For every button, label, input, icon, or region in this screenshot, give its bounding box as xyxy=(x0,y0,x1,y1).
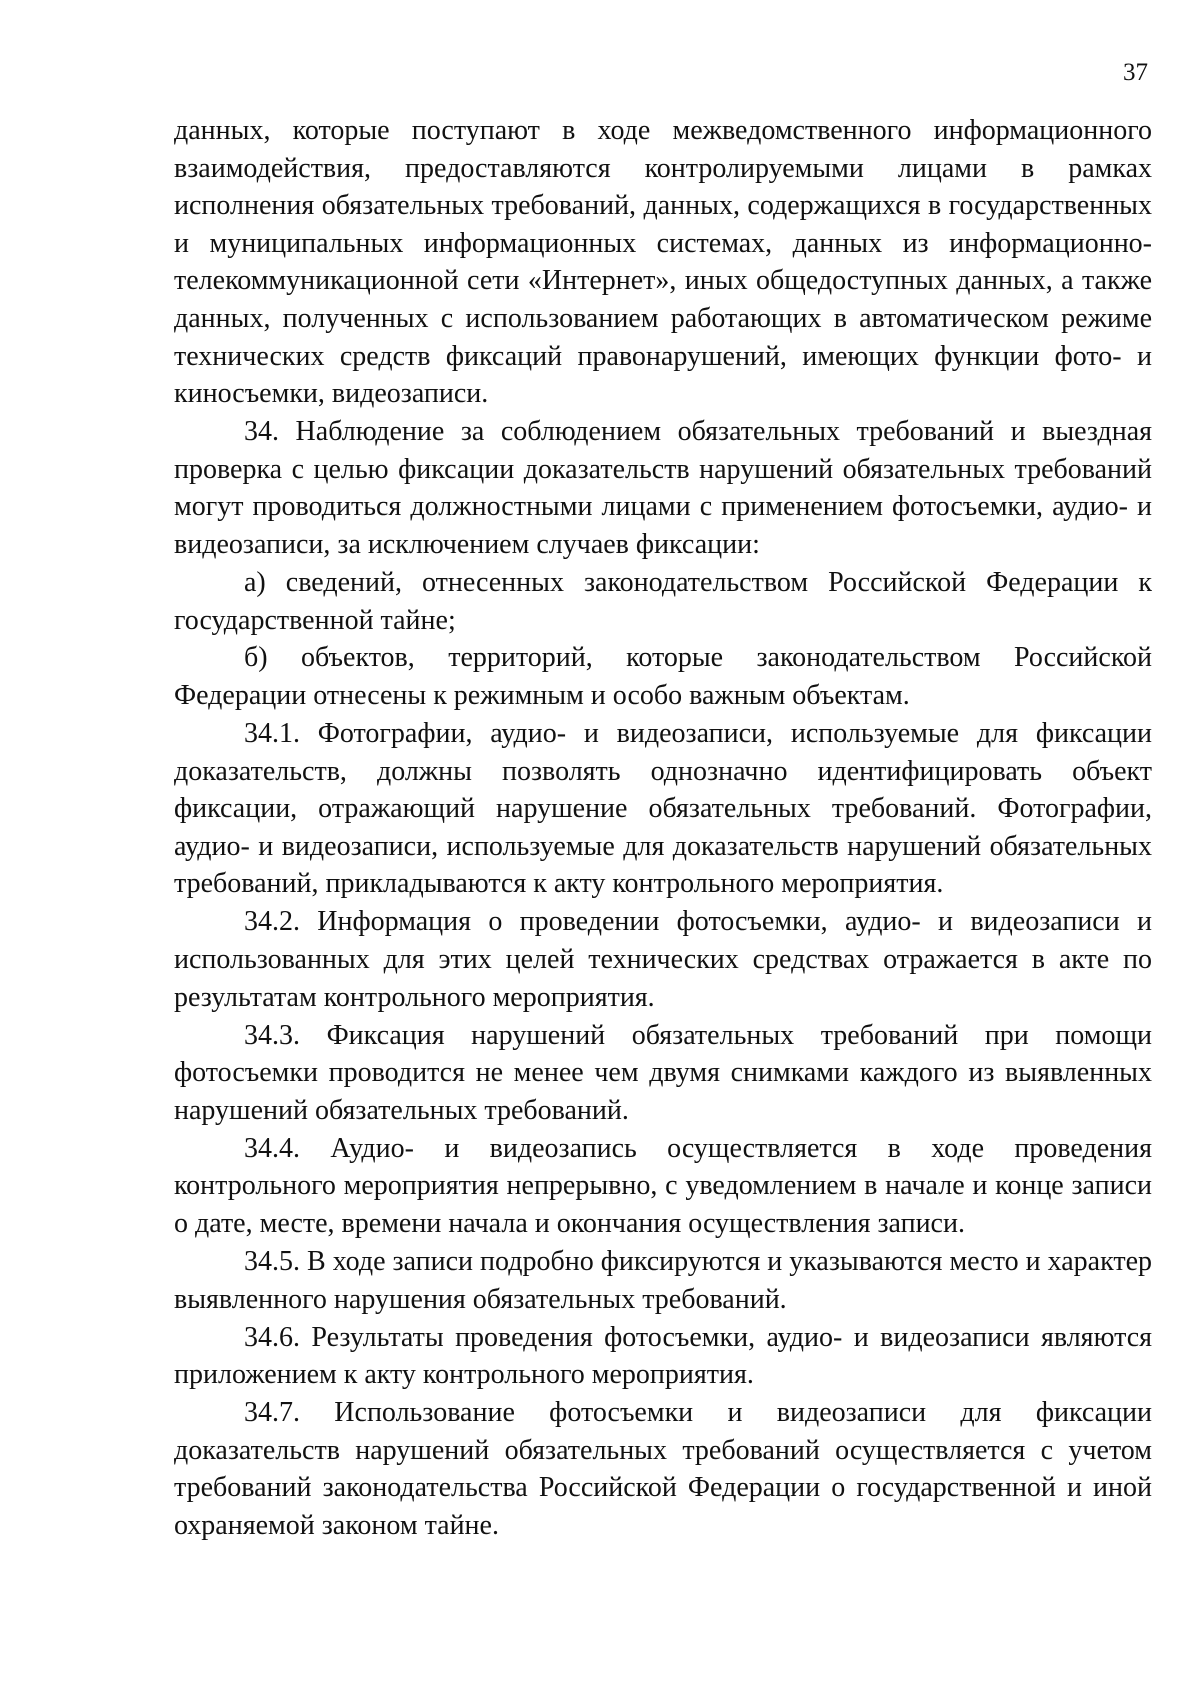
paragraph-34-b: б) объектов, территорий, которые законодательством Российской Федерации отнесены к режимным и особо важным объектам. xyxy=(174,642,1152,712)
paragraph-34-2: 34.2. Информация о проведении фотосъемки, аудио- и видеозаписи и использованных для этих целей технических средствах отражается в акте по результатам контрольного мероприятия. xyxy=(174,906,1152,1013)
paragraph-continuation: данных, которые поступают в ходе межведомственного информационного взаимодействия, предоставляются контролируемыми лицами в рамках исполнения обязательных требований, данных, содержащихся в государственных и муниципальных информационных системах, данных из информационно-телекоммуникационной сети «Интернет», иных общедоступных данных, а также данных, полученных с использованием работающих в автоматическом режиме технических средств фиксаций правонарушений, имеющих функции фото- и киносъемки, видеозаписи. xyxy=(174,115,1152,410)
paragraph-34-4: 34.4. Аудио- и видеозапись осуществляется в ходе проведения контрольного мероприятия непрерывно, с уведомлением в начале и конце записи о дате, месте, времени начала и окончания осуществления записи. xyxy=(174,1132,1152,1239)
paragraph-34-7: 34.7. Использование фотосъемки и видеозаписи для фиксации доказательств нарушений обязательных требований осуществляется с учетом требований законодательства Российской Федерации о государственной и иной охраняемой законом тайне. xyxy=(174,1397,1152,1541)
paragraph-34-1: 34.1. Фотографии, аудио- и видеозаписи, используемые для фиксации доказательств, должны позволять однозначно идентифицировать объект фиксации, отражающий нарушение обязательных требований. Фотографии, аудио- и видеозаписи, используемые для доказательств нарушений обязательных требований, прикладываются к акту контрольного мероприятия. xyxy=(174,718,1152,900)
document-body xyxy=(174,112,1152,1545)
paragraph-34-3: 34.3. Фиксация нарушений обязательных требований при помощи фотосъемки проводится не менее чем двумя снимками каждого из выявленных нарушений обязательных требований. xyxy=(174,1019,1152,1126)
page-number: 37 xyxy=(1123,59,1148,86)
paragraph-34-a: а) сведений, отнесенных законодательством Российской Федерации к государственной тайне; xyxy=(174,566,1152,636)
paragraph-34-6: 34.6. Результаты проведения фотосъемки, аудио- и видеозаписи являются приложением к акту контрольного мероприятия. xyxy=(174,1321,1152,1391)
paragraph-34: 34. Наблюдение за соблюдением обязательных требований и выездная проверка с целью фиксации доказательств нарушений обязательных требований могут проводиться должностными лицами с применением фотосъемки, аудио- и видеозаписи, за исключением случаев фиксации: xyxy=(174,416,1152,560)
paragraph-34-5: 34.5. В ходе записи подробно фиксируются и указываются место и характер выявленного нарушения обязательных требований. xyxy=(174,1245,1152,1315)
